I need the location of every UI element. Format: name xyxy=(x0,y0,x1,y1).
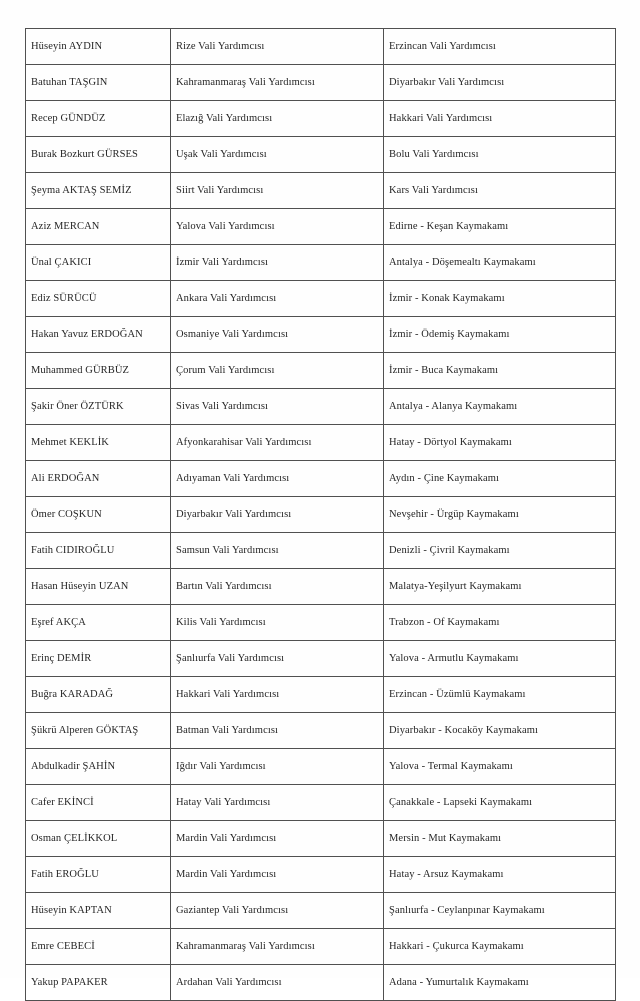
assignments-table-body xyxy=(26,29,616,1001)
cell-new-position: Şanlıurfa - Ceylanpınar Kaymakamı xyxy=(384,893,616,929)
cell-current-position: Afyonkarahisar Vali Yardımcısı xyxy=(171,425,384,461)
cell-name: Aziz MERCAN xyxy=(26,209,171,245)
table-row xyxy=(26,893,616,929)
cell-name: Eşref AKÇA xyxy=(26,605,171,641)
cell-current-position: Elazığ Vali Yardımcısı xyxy=(171,101,384,137)
cell-name: Ediz SÜRÜCÜ xyxy=(26,281,171,317)
cell-current-position: Kilis Vali Yardımcısı xyxy=(171,605,384,641)
cell-current-position: Samsun Vali Yardımcısı xyxy=(171,533,384,569)
cell-current-position: Kahramanmaraş Vali Yardımcısı xyxy=(171,929,384,965)
cell-name: Şakir Öner ÖZTÜRK xyxy=(26,389,171,425)
cell-new-position: Trabzon - Of Kaymakamı xyxy=(384,605,616,641)
cell-new-position: Çanakkale - Lapseki Kaymakamı xyxy=(384,785,616,821)
cell-name: Ünal ÇAKICI xyxy=(26,245,171,281)
table-row xyxy=(26,29,616,65)
cell-new-position: Yalova - Termal Kaymakamı xyxy=(384,749,616,785)
cell-current-position: Yalova Vali Yardımcısı xyxy=(171,209,384,245)
table-row xyxy=(26,857,616,893)
table-row xyxy=(26,353,616,389)
table-row xyxy=(26,461,616,497)
cell-name: Ömer COŞKUN xyxy=(26,497,171,533)
cell-current-position: İzmir Vali Yardımcısı xyxy=(171,245,384,281)
cell-name: Şeyma AKTAŞ SEMİZ xyxy=(26,173,171,209)
cell-new-position: İzmir - Buca Kaymakamı xyxy=(384,353,616,389)
cell-current-position: Diyarbakır Vali Yardımcısı xyxy=(171,497,384,533)
cell-current-position: Sivas Vali Yardımcısı xyxy=(171,389,384,425)
cell-current-position: Iğdır Vali Yardımcısı xyxy=(171,749,384,785)
table-row xyxy=(26,965,616,1001)
cell-current-position: Şanlıurfa Vali Yardımcısı xyxy=(171,641,384,677)
cell-name: Osman ÇELİKKOL xyxy=(26,821,171,857)
cell-current-position: Mardin Vali Yardımcısı xyxy=(171,857,384,893)
table-row xyxy=(26,209,616,245)
cell-new-position: Malatya-Yeşilyurt Kaymakamı xyxy=(384,569,616,605)
cell-new-position: Erzincan - Üzümlü Kaymakamı xyxy=(384,677,616,713)
cell-new-position: Denizli - Çivril Kaymakamı xyxy=(384,533,616,569)
table-row xyxy=(26,785,616,821)
cell-new-position: Hakkari - Çukurca Kaymakamı xyxy=(384,929,616,965)
cell-name: Hasan Hüseyin UZAN xyxy=(26,569,171,605)
table-row xyxy=(26,245,616,281)
table-row xyxy=(26,497,616,533)
table-row xyxy=(26,929,616,965)
cell-name: Erinç DEMİR xyxy=(26,641,171,677)
table-row xyxy=(26,101,616,137)
cell-new-position: Antalya - Alanya Kaymakamı xyxy=(384,389,616,425)
table-row xyxy=(26,677,616,713)
cell-new-position: Erzincan Vali Yardımcısı xyxy=(384,29,616,65)
cell-new-position: Hakkari Vali Yardımcısı xyxy=(384,101,616,137)
cell-current-position: Kahramanmaraş Vali Yardımcısı xyxy=(171,65,384,101)
cell-new-position: İzmir - Konak Kaymakamı xyxy=(384,281,616,317)
cell-current-position: Mardin Vali Yardımcısı xyxy=(171,821,384,857)
cell-new-position: Yalova - Armutlu Kaymakamı xyxy=(384,641,616,677)
cell-new-position: Nevşehir - Ürgüp Kaymakamı xyxy=(384,497,616,533)
cell-name: Cafer EKİNCİ xyxy=(26,785,171,821)
cell-new-position: Bolu Vali Yardımcısı xyxy=(384,137,616,173)
table-row xyxy=(26,317,616,353)
cell-new-position: Hatay - Arsuz Kaymakamı xyxy=(384,857,616,893)
cell-current-position: Uşak Vali Yardımcısı xyxy=(171,137,384,173)
cell-current-position: Bartın Vali Yardımcısı xyxy=(171,569,384,605)
table-row xyxy=(26,569,616,605)
table-row xyxy=(26,137,616,173)
cell-new-position: Antalya - Döşemealtı Kaymakamı xyxy=(384,245,616,281)
cell-current-position: Hatay Vali Yardımcısı xyxy=(171,785,384,821)
cell-new-position: Adana - Yumurtalık Kaymakamı xyxy=(384,965,616,1001)
cell-current-position: Batman Vali Yardımcısı xyxy=(171,713,384,749)
table-row xyxy=(26,281,616,317)
cell-current-position: Gaziantep Vali Yardımcısı xyxy=(171,893,384,929)
table-row xyxy=(26,533,616,569)
cell-name: Burak Bozkurt GÜRSES xyxy=(26,137,171,173)
cell-new-position: Mersin - Mut Kaymakamı xyxy=(384,821,616,857)
cell-new-position: Diyarbakır Vali Yardımcısı xyxy=(384,65,616,101)
cell-current-position: Rize Vali Yardımcısı xyxy=(171,29,384,65)
table-row xyxy=(26,425,616,461)
cell-name: Şükrü Alperen GÖKTAŞ xyxy=(26,713,171,749)
table-row xyxy=(26,605,616,641)
cell-name: Buğra KARADAĞ xyxy=(26,677,171,713)
cell-new-position: Edirne - Keşan Kaymakamı xyxy=(384,209,616,245)
cell-name: Batuhan TAŞGIN xyxy=(26,65,171,101)
cell-name: Emre CEBECİ xyxy=(26,929,171,965)
cell-current-position: Osmaniye Vali Yardımcısı xyxy=(171,317,384,353)
table-row xyxy=(26,713,616,749)
cell-name: Mehmet KEKLİK xyxy=(26,425,171,461)
cell-name: Fatih CIDIROĞLU xyxy=(26,533,171,569)
table-row xyxy=(26,389,616,425)
cell-current-position: Çorum Vali Yardımcısı xyxy=(171,353,384,389)
cell-name: Hüseyin KAPTAN xyxy=(26,893,171,929)
cell-new-position: İzmir - Ödemiş Kaymakamı xyxy=(384,317,616,353)
table-row xyxy=(26,65,616,101)
cell-current-position: Ardahan Vali Yardımcısı xyxy=(171,965,384,1001)
cell-new-position: Aydın - Çine Kaymakamı xyxy=(384,461,616,497)
cell-name: Abdulkadir ŞAHİN xyxy=(26,749,171,785)
cell-name: Recep GÜNDÜZ xyxy=(26,101,171,137)
cell-new-position: Diyarbakır - Kocaköy Kaymakamı xyxy=(384,713,616,749)
table-row xyxy=(26,749,616,785)
cell-name: Ali ERDOĞAN xyxy=(26,461,171,497)
cell-current-position: Siirt Vali Yardımcısı xyxy=(171,173,384,209)
assignments-table xyxy=(25,28,616,1001)
cell-new-position: Hatay - Dörtyol Kaymakamı xyxy=(384,425,616,461)
cell-current-position: Hakkari Vali Yardımcısı xyxy=(171,677,384,713)
table-row xyxy=(26,641,616,677)
table-row xyxy=(26,821,616,857)
cell-name: Hüseyin AYDIN xyxy=(26,29,171,65)
cell-new-position: Kars Vali Yardımcısı xyxy=(384,173,616,209)
table-row xyxy=(26,173,616,209)
cell-name: Muhammed GÜRBÜZ xyxy=(26,353,171,389)
cell-name: Yakup PAPAKER xyxy=(26,965,171,1001)
cell-current-position: Adıyaman Vali Yardımcısı xyxy=(171,461,384,497)
cell-name: Hakan Yavuz ERDOĞAN xyxy=(26,317,171,353)
cell-current-position: Ankara Vali Yardımcısı xyxy=(171,281,384,317)
cell-name: Fatih EROĞLU xyxy=(26,857,171,893)
